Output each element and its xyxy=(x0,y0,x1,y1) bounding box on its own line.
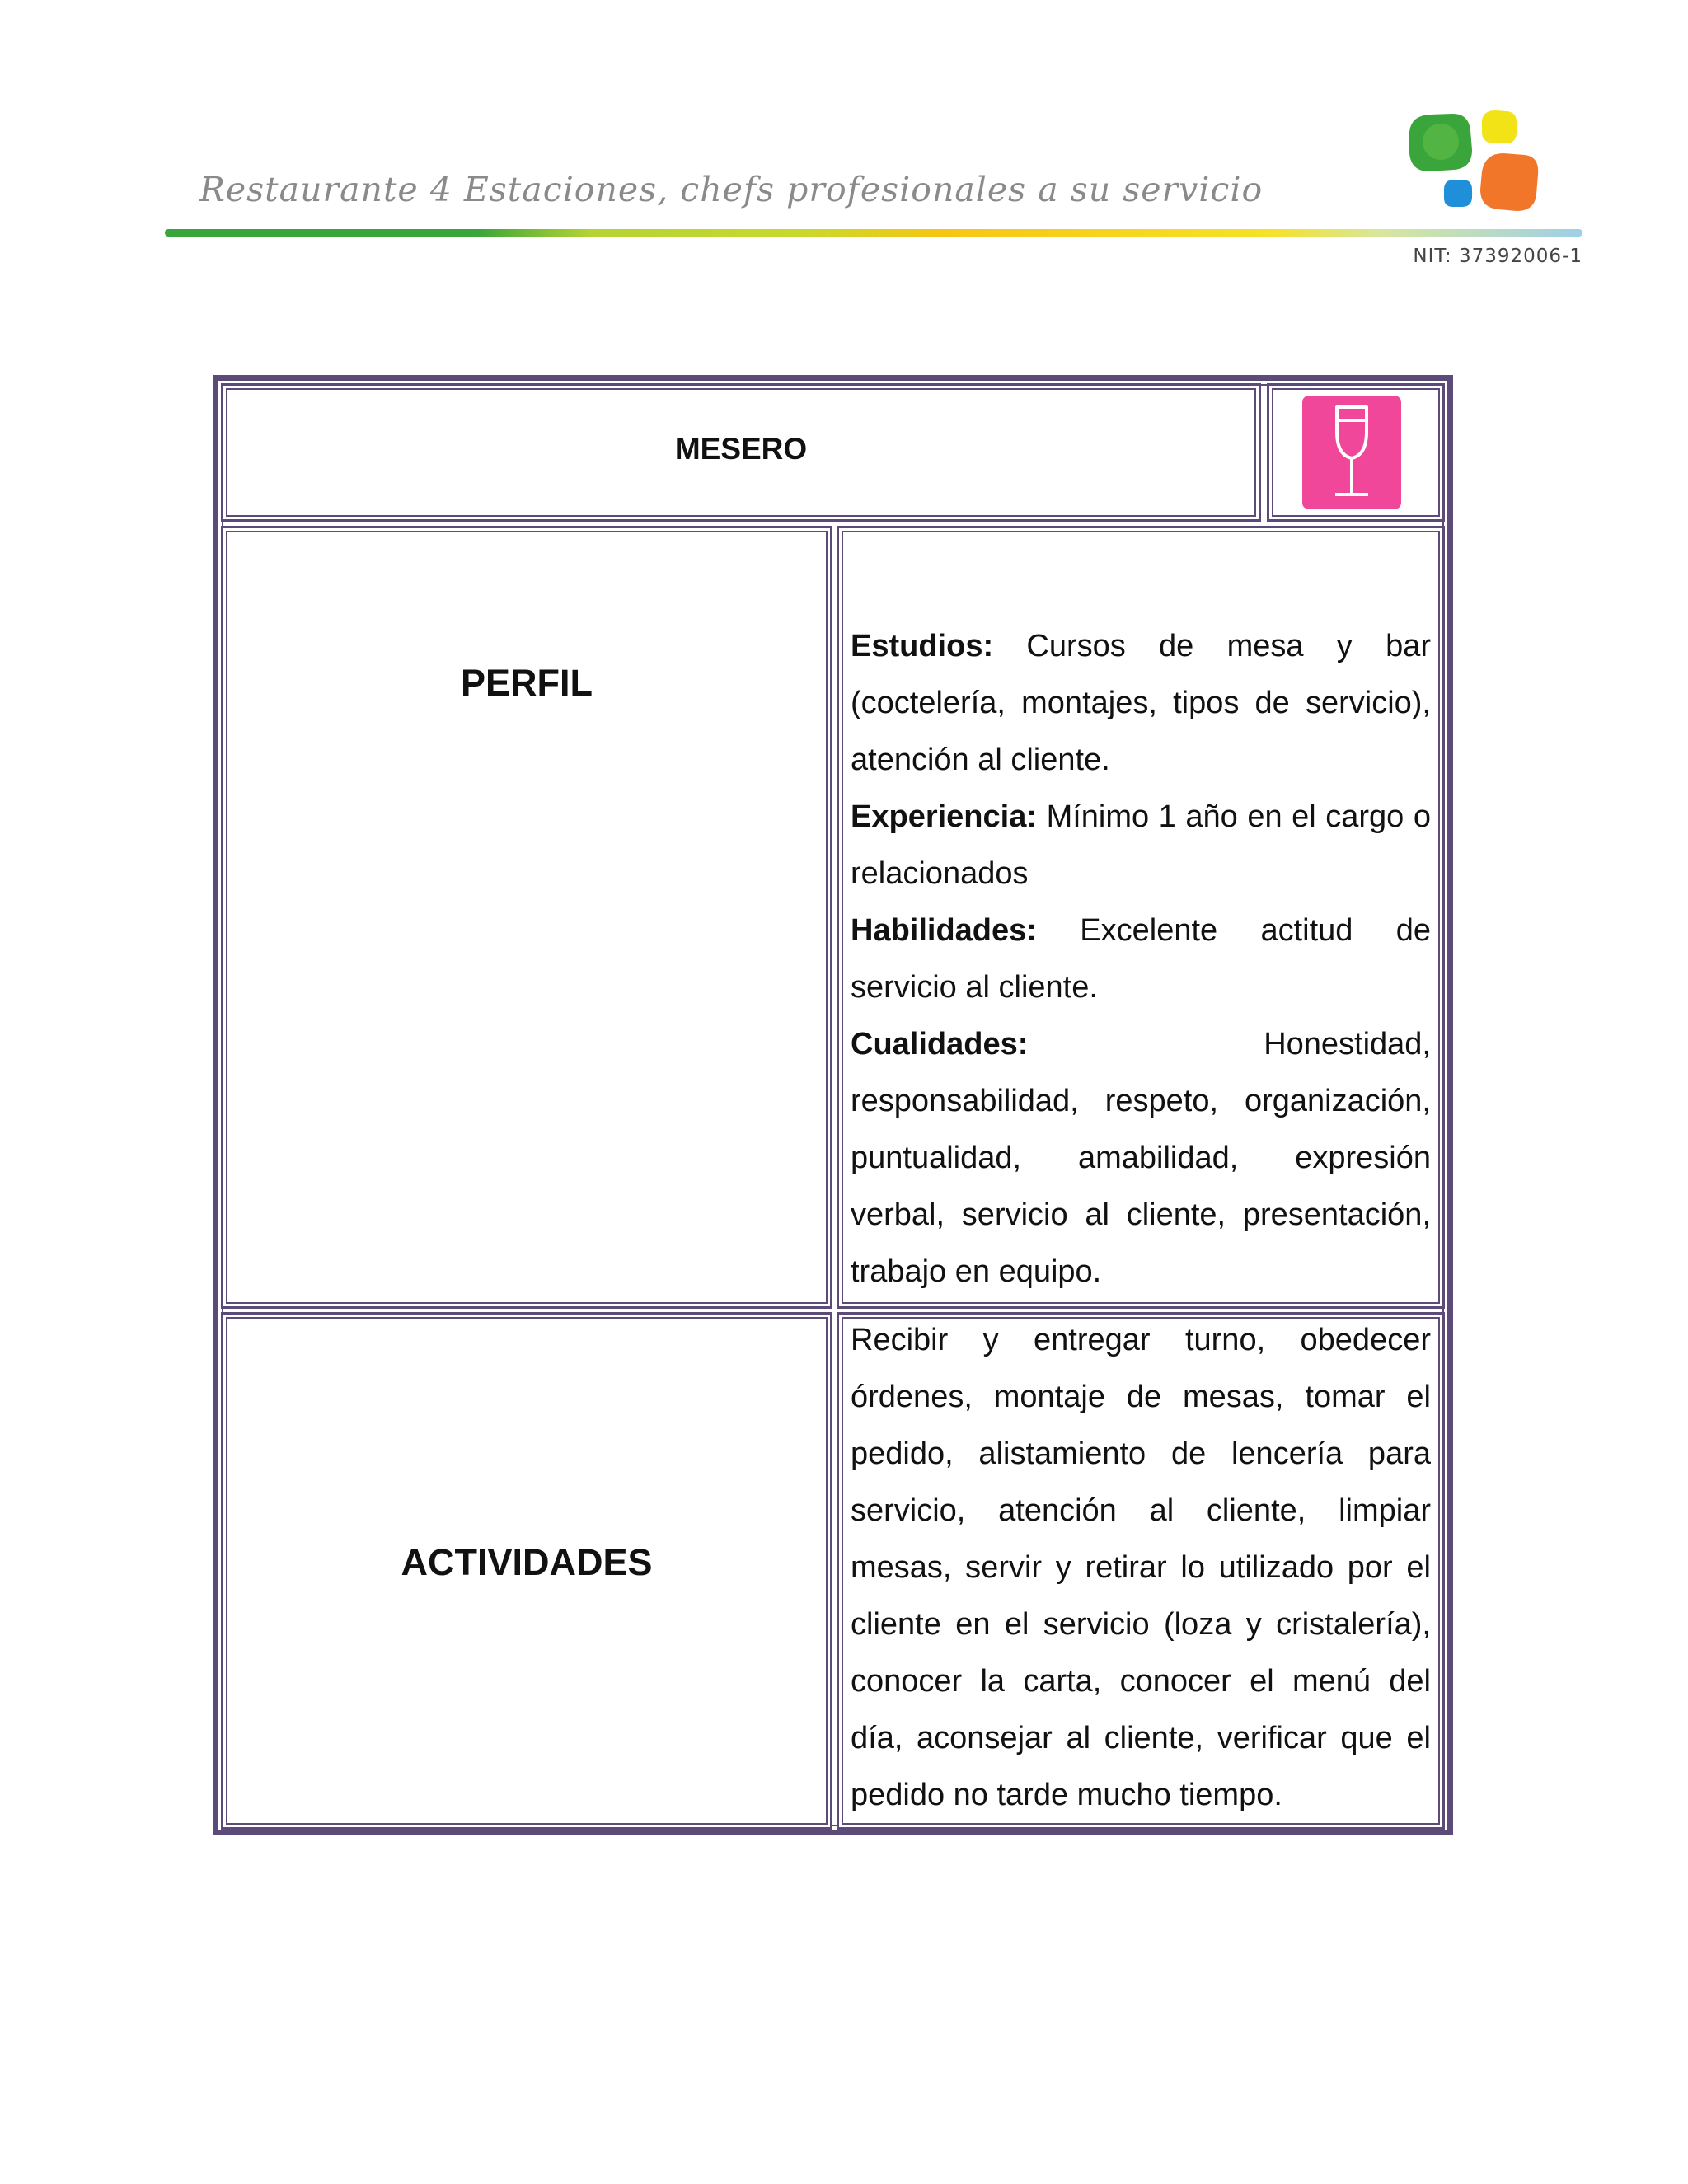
actividades-text: Recibir y entregar turno, obedecer órdenes, montaje de mesas, tomar el pedido, alistamiento de lencería para servicio, atención al cliente, limpiar mesas, servir y retirar lo utilizado por el cliente en el servicio (loza y cristalería), conocer la carta, conocer el menú del día, aconsejar al cliente, verificar que el pedido no tarde mucho tiempo. xyxy=(851,1323,1431,1812)
header-title: Restaurante 4 Estaciones, chefs profesionales a su servicio xyxy=(199,170,1264,209)
perfil-text: Excelente actitud de servicio al cliente. xyxy=(851,913,1431,1005)
perfil-item-estudios xyxy=(851,618,1431,789)
wine-glass-icon xyxy=(1302,396,1401,509)
page-header xyxy=(165,107,1582,280)
logo-yellow-square xyxy=(1482,110,1517,143)
perfil-content-cell xyxy=(837,526,1445,1309)
job-icon-cell xyxy=(1267,383,1445,522)
nit-number: NIT: 37392006-1 xyxy=(1413,246,1582,267)
logo-orange-square xyxy=(1480,153,1538,211)
perfil-item-habilidades xyxy=(851,902,1431,1016)
job-title-cell xyxy=(221,383,1261,522)
perfil-content xyxy=(851,618,1431,1301)
job-title: MESERO xyxy=(674,432,808,466)
perfil-term: Estudios: xyxy=(851,629,994,663)
perfil-term: Habilidades: xyxy=(851,913,1037,948)
perfil-item-experiencia xyxy=(851,789,1431,902)
perfil-term: Cualidades: xyxy=(851,1027,1029,1062)
perfil-item-cualidades xyxy=(851,1016,1431,1301)
actividades-content-cell xyxy=(837,1312,1445,1830)
perfil-text: Honestidad, responsabilidad, respeto, organización, puntualidad, amabilidad, expresión verbal, servicio al cliente, presentación, trabajo en equipo. xyxy=(851,1027,1431,1289)
perfil-label: PERFIL xyxy=(460,662,593,704)
perfil-text: Cursos de mesa y bar (coctelería, montajes, tipos de servicio), atención al cliente. xyxy=(851,629,1431,777)
logo-blue-square xyxy=(1444,180,1472,207)
perfil-text: Mínimo 1 año en el cargo o relacionados xyxy=(851,799,1431,891)
restaurant-logo xyxy=(1393,107,1591,231)
header-color-bar xyxy=(165,229,1582,237)
perfil-term: Experiencia: xyxy=(851,799,1037,834)
actividades-label-cell xyxy=(221,1312,832,1830)
perfil-label-cell xyxy=(221,526,832,1309)
actividades-content xyxy=(851,1312,1431,1824)
actividades-label: ACTIVIDADES xyxy=(401,1541,653,1583)
